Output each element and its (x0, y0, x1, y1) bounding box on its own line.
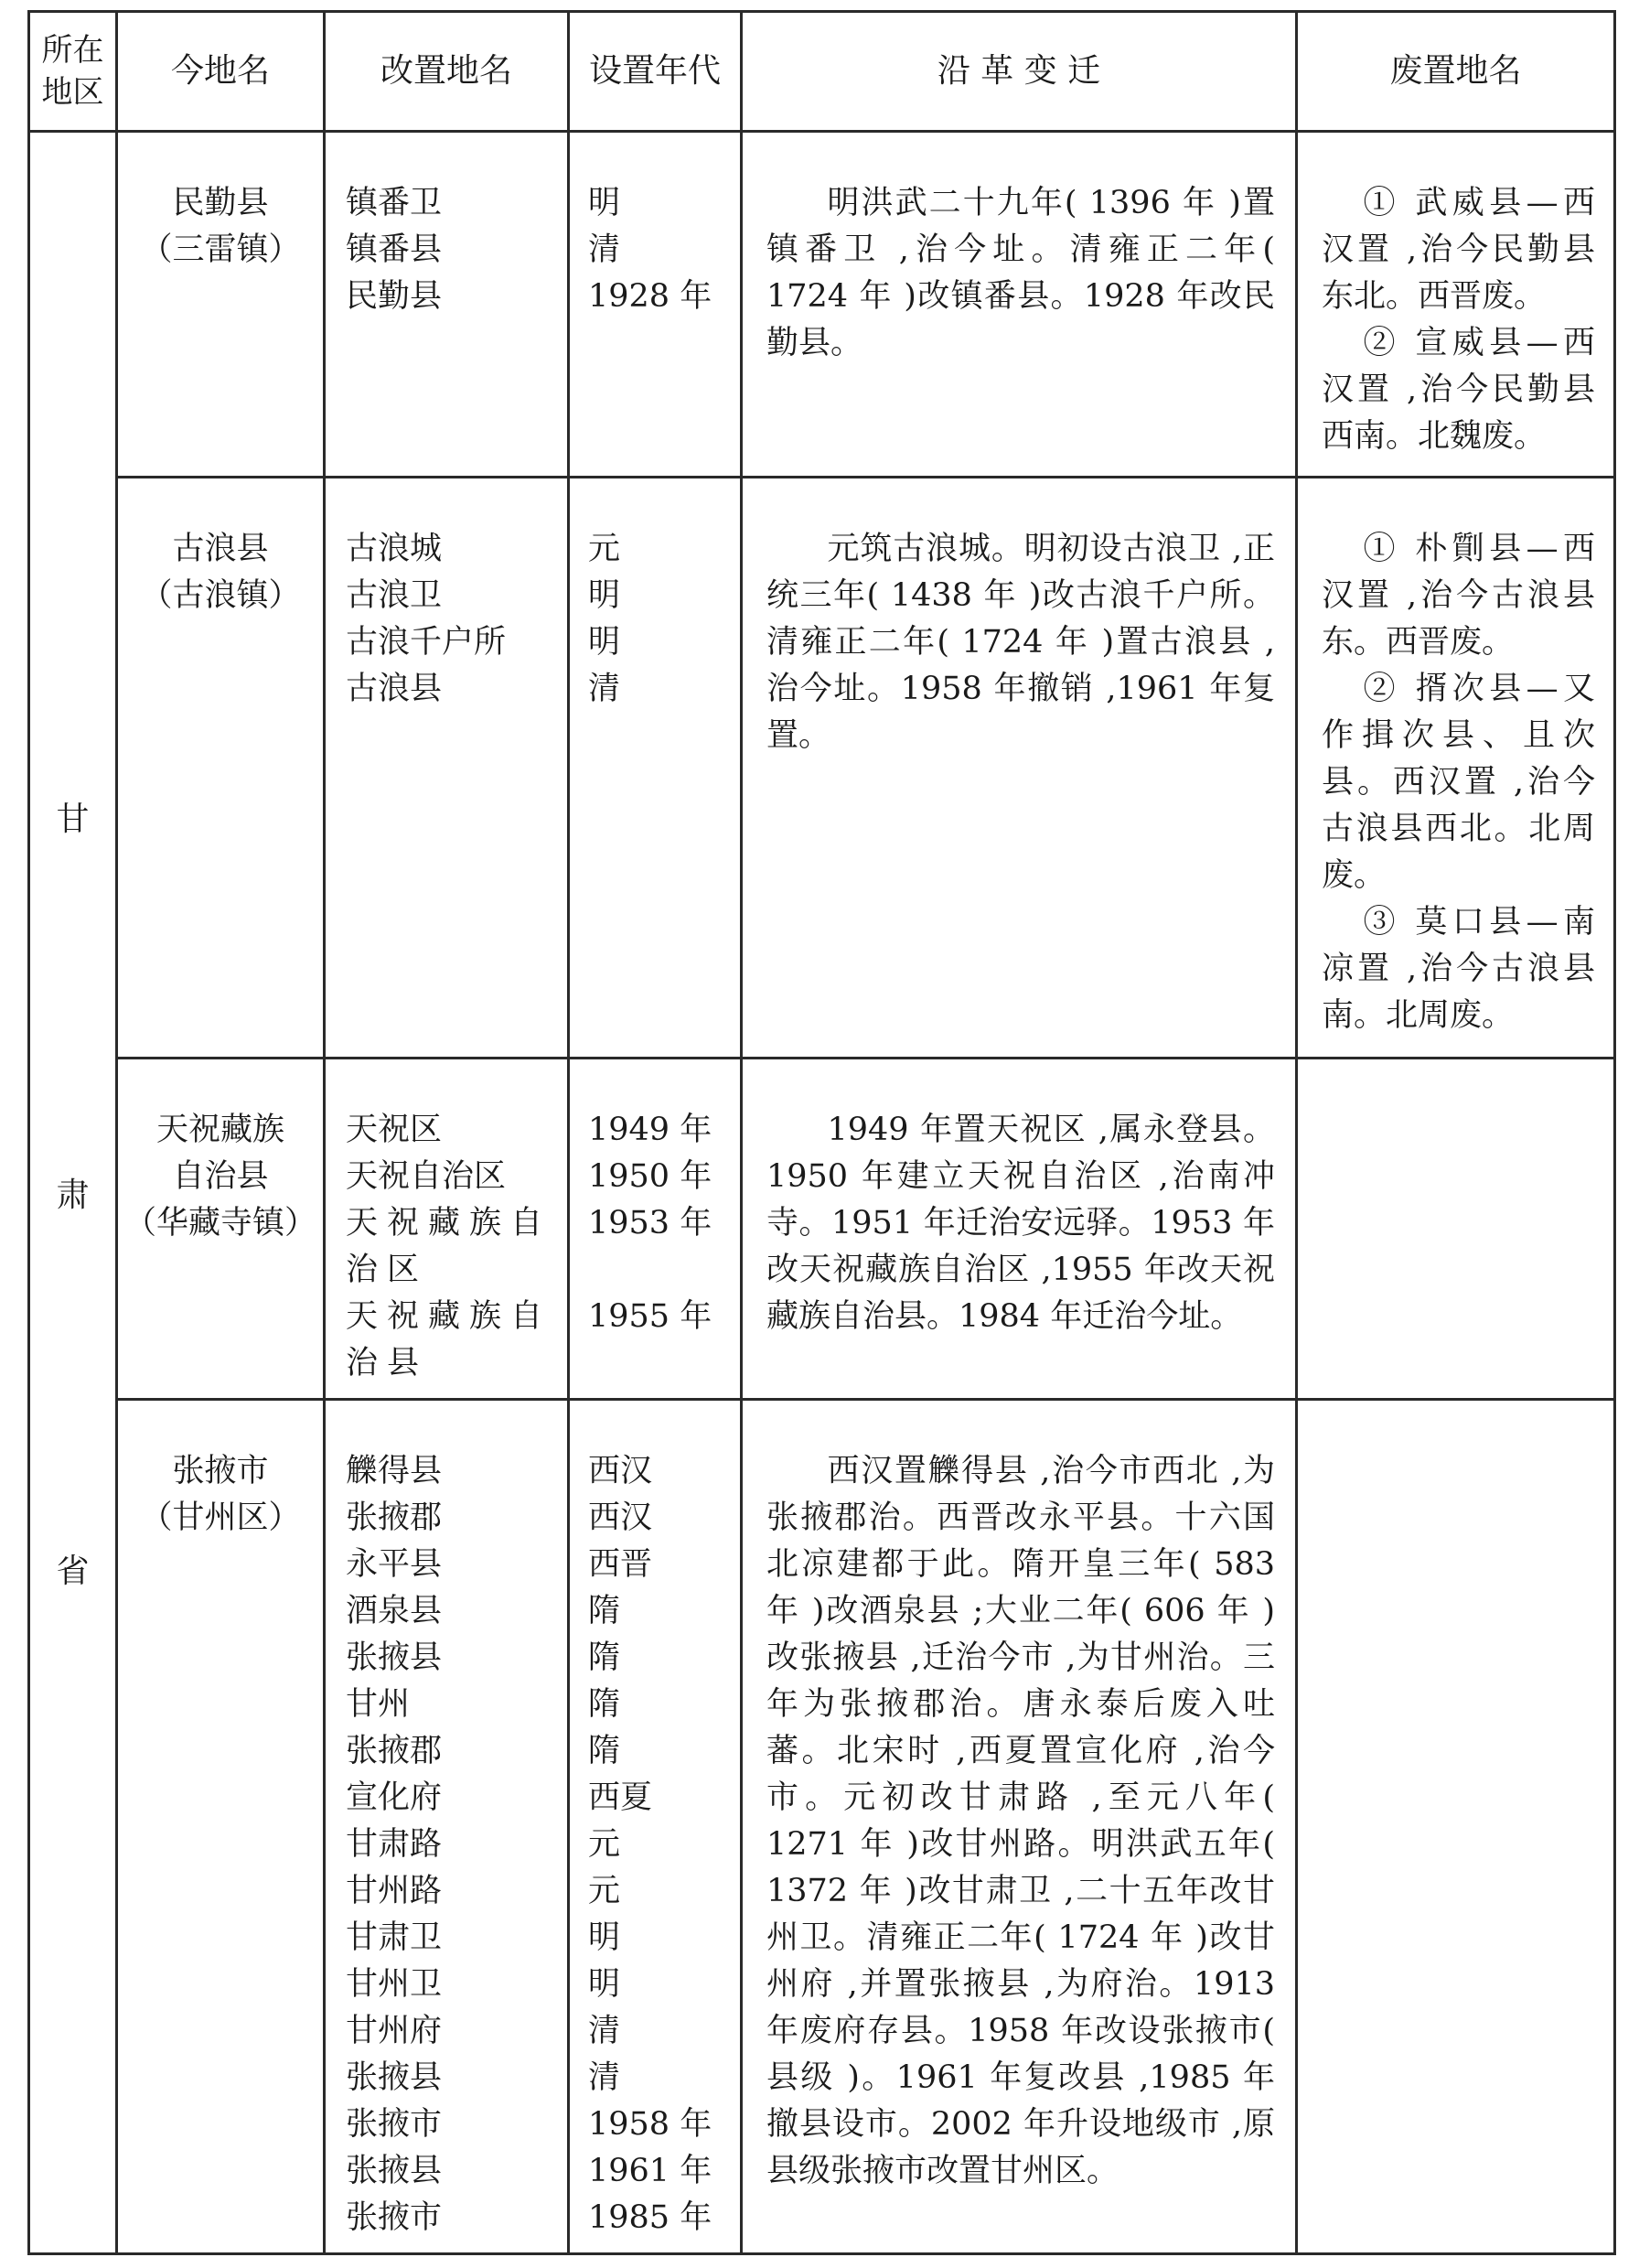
place-name: 古浪卫 (346, 577, 443, 614)
header-row (29, 12, 1615, 132)
place-name: 张掖县 (346, 1639, 443, 1676)
place-name: 甘肃卫 (346, 1919, 443, 1956)
renamed-cell (325, 132, 569, 478)
era-value: 元 (588, 1873, 621, 1909)
place-name: 张掖市 (346, 2199, 443, 2236)
era-value: 1949 年 (588, 1112, 712, 1148)
era-value: 1950 年 (588, 1158, 712, 1195)
abolished-entry: ① 武威县—西汉置 ,治今民勤县东北。西晋废。 (1322, 185, 1595, 315)
place-name: 天祝藏族自治县 (346, 1298, 552, 1381)
era-value: 隋 (588, 1639, 621, 1676)
header-region (29, 12, 117, 132)
history-text: 西汉置觻得县 ,治今市西北 ,为张掖郡治。西晋改永平县。十六国北凉建都于此。隋开皇三年( 583 年 )改酒泉县 ;大业二年( 606 年 )改张掖县 ,迁治今市 ,为甘州治。三年为张掖郡治。唐永泰后废入吐蕃。北宋时 ,西夏置宣化府 ,治今市。元初改甘肃路 ,至元八年( 1271 年 )改甘州路。明洪武五年( 1372 年 )改甘肃卫 ,二十五年改甘州卫。清雍正二年( 1724 年 )改甘州府 ,并置张掖县 ,为府治。1913 年废府存县。1958 年改设张掖市( 县级 )。1961 年复改县 ,1985 年撤县设市。2002 年升设地级市 ,原县级张掖市改置甘州区。 (766, 1453, 1275, 2189)
header-era: 设置年代 (569, 12, 742, 132)
abolished-cell (1297, 478, 1615, 1059)
history-cell (742, 478, 1297, 1059)
modern-name: 自治县 (172, 1158, 269, 1195)
abolished-entry: ① 朴劕县—西汉置 ,治今古浪县东。西晋废。 (1322, 531, 1595, 661)
history-cell (742, 1059, 1297, 1400)
era-value: 西夏 (588, 1779, 653, 1816)
place-name: 宣化府 (346, 1779, 443, 1816)
place-name: 镇番县 (346, 231, 443, 268)
era-value: 隋 (588, 1733, 621, 1769)
era-value: 西汉 (588, 1453, 653, 1489)
era-value: 清 (588, 2013, 621, 2049)
era-value: 元 (588, 1826, 621, 1863)
place-name: 甘肃路 (346, 1826, 443, 1863)
region-char: 肃 (56, 1177, 90, 1214)
place-name: 酒泉县 (346, 1593, 443, 1629)
modern-name: 民勤县 (172, 185, 269, 221)
region-char: 甘 (56, 801, 90, 838)
table-row (29, 1059, 1615, 1400)
abolished-entry: ② 宣威县—西汉置 ,治今民勤县西南。北魏废。 (1322, 325, 1595, 455)
region-char: 省 (56, 1553, 90, 1590)
era-value: 明 (588, 577, 621, 614)
renamed-cell (325, 478, 569, 1059)
table-row (29, 1400, 1615, 2254)
era-value: 清 (588, 671, 621, 707)
place-name: 天祝藏族自治区 (346, 1205, 552, 1288)
era-value: 明 (588, 185, 621, 221)
era-value: 明 (588, 1919, 621, 1956)
era-cell (569, 1400, 742, 2254)
era-value: 1953 年 (588, 1205, 712, 1241)
place-name: 古浪城 (346, 531, 443, 567)
era-cell (569, 132, 742, 478)
era-value: 明 (588, 1966, 621, 2003)
abolished-cell (1297, 1400, 1615, 2254)
history-text: 1949 年置天祝区 ,属永登县。1950 年建立天祝自治区 ,治南冲寺。1951 年迁治安远驿。1953 年改天祝藏族自治区 ,1955 年改天祝藏族自治县。1984 年迁治今址。 (766, 1112, 1275, 1335)
era-value: 西晋 (588, 1546, 653, 1583)
era-value: 西汉 (588, 1499, 653, 1536)
header-abolished: 废置地名 (1297, 12, 1615, 132)
modern-name-seat: （华藏寺镇） (123, 1205, 316, 1241)
place-name: 张掖县 (346, 2059, 443, 2096)
place-name: 古浪千户所 (346, 624, 507, 661)
modern-name-cell (117, 132, 325, 478)
era-cell (569, 478, 742, 1059)
history-cell (742, 1400, 1297, 2254)
era-value: 清 (588, 2059, 621, 2096)
place-name: 永平县 (346, 1546, 443, 1583)
era-value: 明 (588, 624, 621, 661)
place-name: 张掖郡 (346, 1499, 443, 1536)
place-name: 张掖县 (346, 2153, 443, 2189)
place-name: 镇番卫 (346, 185, 443, 221)
header-modern-name: 今地名 (117, 12, 325, 132)
place-name: 甘州府 (346, 2013, 443, 2049)
place-name: 甘州卫 (346, 1966, 443, 2003)
renamed-cell (325, 1059, 569, 1400)
era-value: 隋 (588, 1686, 621, 1723)
gazetteer-table (27, 10, 1616, 2255)
place-name: 甘州路 (346, 1873, 443, 1909)
modern-name-seat: （三雷镇） (140, 231, 301, 268)
modern-name-cell (117, 478, 325, 1059)
era-value: 元 (588, 531, 621, 567)
header-region-line1: 所在 (41, 32, 104, 69)
place-name: 天祝区 (346, 1112, 443, 1148)
place-name: 觻得县 (346, 1453, 443, 1489)
abolished-cell (1297, 132, 1615, 478)
abolished-entry: ③ 莫口县—南凉置 ,治今古浪县南。北周废。 (1322, 904, 1595, 1034)
abolished-cell (1297, 1059, 1615, 1400)
abolished-entry: ② 揟次县—又作揖次县、且次县。西汉置 ,治今古浪县西北。北周废。 (1322, 671, 1595, 894)
region-cell (29, 132, 117, 2254)
table-row (29, 132, 1615, 478)
table-row (29, 478, 1615, 1059)
header-region-line2: 地区 (41, 74, 104, 111)
history-cell (742, 132, 1297, 478)
modern-name: 张掖市 (172, 1453, 269, 1489)
place-name: 民勤县 (346, 278, 443, 315)
header-renamed: 改置地名 (325, 12, 569, 132)
history-text: 元筑古浪城。明初设古浪卫 ,正统三年( 1438 年 )改古浪千户所。清雍正二年( 1724 年 )置古浪县 ,治今址。1958 年撤销 ,1961 年复置。 (766, 531, 1275, 754)
modern-name-cell (117, 1059, 325, 1400)
place-name: 天祝自治区 (346, 1158, 507, 1195)
place-name: 张掖郡 (346, 1733, 443, 1769)
renamed-cell (325, 1400, 569, 2254)
era-value: 1955 年 (588, 1298, 712, 1335)
era-value: 隋 (588, 1593, 621, 1629)
era-cell (569, 1059, 742, 1400)
modern-name: 天祝藏族 (155, 1112, 284, 1148)
era-value: 1961 年 (588, 2153, 712, 2189)
place-name: 甘州 (346, 1686, 411, 1723)
modern-name: 古浪县 (172, 531, 269, 567)
modern-name-seat: （古浪镇） (140, 577, 301, 614)
modern-name-seat: （甘州区） (140, 1499, 301, 1536)
header-history: 沿 革 变 迁 (742, 12, 1297, 132)
place-name: 古浪县 (346, 671, 443, 707)
history-text: 明洪武二十九年( 1396 年 )置镇番卫 ,治今址。清雍正二年( 1724 年 )改镇番县。1928 年改民勤县。 (766, 185, 1275, 361)
era-value: 1958 年 (588, 2106, 712, 2143)
era-value: 清 (588, 231, 621, 268)
place-name: 张掖市 (346, 2106, 443, 2143)
modern-name-cell (117, 1400, 325, 2254)
era-value: 1985 年 (588, 2199, 712, 2236)
era-value: 1928 年 (588, 278, 712, 315)
